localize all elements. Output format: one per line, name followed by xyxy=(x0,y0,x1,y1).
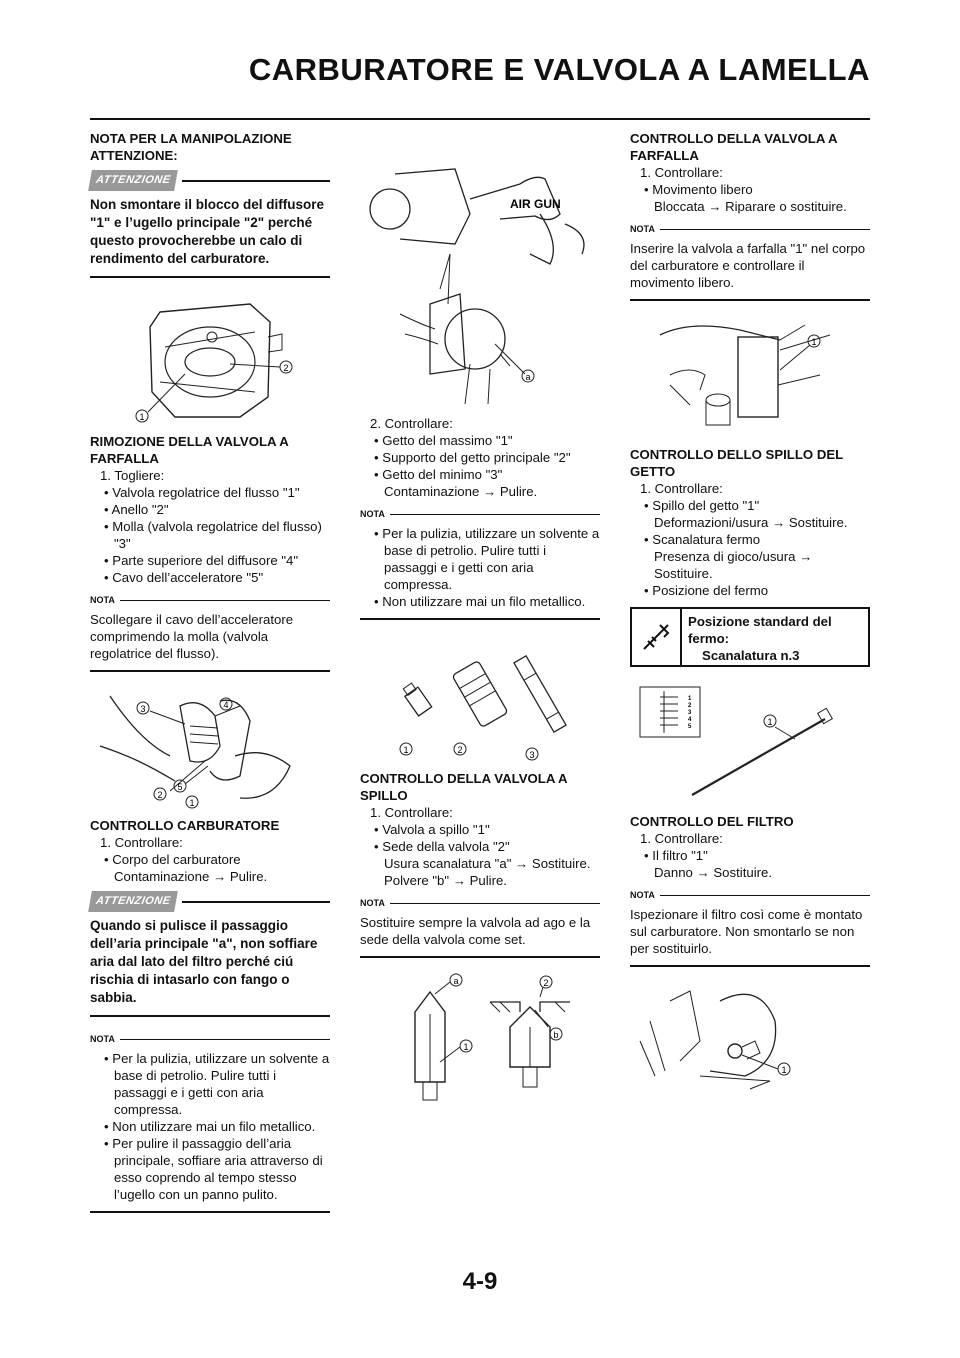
list-item: • Cavo dell’acceleratore "5" xyxy=(104,570,264,585)
callout-2: 2 xyxy=(543,978,549,988)
attenzione-text: Quando si pulisce il passaggio dell’aria principale "a", non soffiare aria dal lato del filtro perché ciú rischia di intasarlo con fango o sabbia. xyxy=(90,918,318,1005)
nota-item: • Per pulire il passaggio dell’aria principale, soffiare aria attraverso di esso coprendo al tempo stesso l’ugello con un panno pulito. xyxy=(104,1136,323,1202)
nota-label: NOTA xyxy=(360,898,385,908)
list-item: • Posizione del fermo xyxy=(644,583,769,598)
list-item: • Valvola a spillo "1" xyxy=(374,822,490,837)
jets-figure xyxy=(360,634,600,764)
groove-number: 4 xyxy=(688,717,692,723)
attenzione-label: ATTENZIONE xyxy=(88,891,178,912)
list-item: • Spillo del getto "1" xyxy=(644,498,760,513)
list-item: • Getto del massimo "1" xyxy=(374,433,513,448)
callout-1: 1 xyxy=(139,412,145,422)
section-heading: CONTROLLO DEL FILTRO xyxy=(630,814,794,829)
nota-box xyxy=(90,592,330,672)
list-item: • Scanalatura fermo xyxy=(644,532,761,547)
list-item: • Molla (valvola regolatrice del flusso) "3" xyxy=(104,519,322,551)
page-number: 4-9 xyxy=(462,1268,498,1295)
step-text: 2. Controllare: xyxy=(370,416,453,431)
callout-a: a xyxy=(453,976,459,986)
header-rule xyxy=(90,118,870,120)
callout-1: 1 xyxy=(189,798,195,808)
nota-label: NOTA xyxy=(630,224,655,234)
nota-label: NOTA xyxy=(630,890,655,900)
throttle-removal-figure xyxy=(90,686,330,811)
needle-valve-figure xyxy=(360,972,600,1112)
step-text: 1. Controllare: xyxy=(640,831,723,846)
step-text: 1. Controllare: xyxy=(100,835,183,850)
list-item: • Anello "2" xyxy=(104,502,169,517)
groove-number: 5 xyxy=(688,724,692,730)
nota-item: • Non utilizzare mai un filo metallico. xyxy=(104,1119,316,1134)
nota-label: NOTA xyxy=(90,595,115,605)
attenzione-box xyxy=(90,891,330,1017)
attenzione-box xyxy=(90,170,330,278)
nota-text: Scollegare il cavo dell’acceleratore comprimendo la molla (valvola regolatrice del flusso). xyxy=(90,612,294,661)
diffuser-figure xyxy=(90,292,330,427)
sub-item: Contaminazione → Pulire. xyxy=(384,484,538,499)
callout-4: 4 xyxy=(223,700,229,710)
step-text: 1. Togliere: xyxy=(100,468,165,483)
callout-2: 2 xyxy=(457,745,463,755)
callout-1: 1 xyxy=(767,717,773,727)
callout-1: 1 xyxy=(403,745,409,755)
nota-box xyxy=(360,895,600,958)
nota-box xyxy=(630,887,870,967)
step-text: 1. Controllare: xyxy=(640,481,723,496)
list-item: • Movimento libero xyxy=(644,182,753,197)
list-item: • Getto del minimo "3" xyxy=(374,467,503,482)
callout-1: 1 xyxy=(781,1065,787,1075)
spec-box xyxy=(630,607,870,667)
nota-box xyxy=(360,506,600,620)
step-text: 1. Controllare: xyxy=(370,805,453,820)
callout-a: a xyxy=(525,372,531,382)
list-item: • Parte superiore del diffusore "4" xyxy=(104,553,299,568)
throttle-valve-figure xyxy=(630,315,870,440)
nota-text: Inserire la valvola a farfalla "1" nel corpo del carburatore e controllare il movimento libero. xyxy=(630,241,866,290)
sub-item: Polvere "b" → Pulire. xyxy=(384,873,507,888)
nota-item: • Per la pulizia, utilizzare un solvente a base di petrolio. Pulire tutti i passaggi e i getti con aria compressa. xyxy=(374,526,600,592)
callout-b: b xyxy=(553,1030,559,1040)
callout-2: 2 xyxy=(283,363,289,373)
list-item: • Supporto del getto principale "2" xyxy=(374,450,571,465)
caliper-icon xyxy=(632,609,682,665)
nota-label: NOTA xyxy=(90,1034,115,1044)
filter-figure xyxy=(630,981,870,1091)
callout-1: 1 xyxy=(463,1042,469,1052)
airgun-label: AIR GUN xyxy=(510,197,561,211)
jet-needle-figure xyxy=(630,677,870,807)
section-heading: CONTROLLO CARBURATORE xyxy=(90,818,280,833)
sub-item: Bloccata → Riparare o sostituire. xyxy=(654,199,847,214)
groove-number: 2 xyxy=(688,703,692,709)
section-heading: CONTROLLO DELLA VALVOLA A SPILLO xyxy=(360,771,568,803)
sub-item: Deformazioni/usura → Sostituire. xyxy=(654,515,848,530)
nota-box xyxy=(90,1031,330,1213)
callout-2: 2 xyxy=(157,790,163,800)
list-item: • Il filtro "1" xyxy=(644,848,708,863)
sub-item: Danno → Sostituire. xyxy=(654,865,773,880)
spec-value: Scanalatura n.3 xyxy=(702,648,800,663)
list-item: • Valvola regolatrice del flusso "1" xyxy=(104,485,300,500)
column-right xyxy=(630,130,870,1097)
nota-box xyxy=(630,221,870,301)
airgun-figure xyxy=(360,154,600,409)
list-item: • Corpo del carburatore xyxy=(104,852,241,867)
section-heading: CONTROLLO DELLO SPILLO DEL GETTO xyxy=(630,447,843,479)
nota-item: • Per la pulizia, utilizzare un solvente a base di petrolio. Pulire tutti i passaggi e i getti con aria compressa. xyxy=(104,1051,330,1117)
page-title: CARBURATORE E VALVOLA A LAMELLA xyxy=(248,52,870,87)
groove-number: 1 xyxy=(688,696,692,702)
callout-1: 1 xyxy=(811,337,817,347)
column-middle xyxy=(360,150,600,1118)
column-left xyxy=(90,130,330,1227)
sub-item: Usura scanalatura "a" → Sostituire. xyxy=(384,856,591,871)
nota-label: NOTA xyxy=(360,509,385,519)
callout-3: 3 xyxy=(529,750,535,760)
callout-5: 5 xyxy=(177,782,183,792)
sub-item: Contaminazione → Pulire. xyxy=(114,869,268,884)
nota-text: Sostituire sempre la valvola ad ago e la sede della valvola come set. xyxy=(360,915,591,947)
sub-item: Presenza di gioco/usura → Sostituire. xyxy=(654,549,813,581)
attenzione-label: ATTENZIONE xyxy=(88,170,178,191)
nota-item: • Non utilizzare mai un filo metallico. xyxy=(374,594,586,609)
step-text: 1. Controllare: xyxy=(640,165,723,180)
nota-text: Ispezionare il filtro così come è montato sul carburatore. Non smontarlo se non per sostituirlo. xyxy=(630,907,863,956)
section-heading: NOTA PER LA MANIPOLAZIONE ATTENZIONE: xyxy=(90,131,292,163)
section-heading: CONTROLLO DELLA VALVOLA A FARFALLA xyxy=(630,131,838,163)
attenzione-text: Non smontare il blocco del diffusore "1" e l’ugello principale "2" perché questo provocherebbe un calo di rendimento del carburatore. xyxy=(90,197,325,266)
callout-3: 3 xyxy=(140,704,146,714)
section-heading: RIMOZIONE DELLA VALVOLA A FARFALLA xyxy=(90,434,289,466)
groove-number: 3 xyxy=(688,710,692,716)
list-item: • Sede della valvola "2" xyxy=(374,839,510,854)
spec-title: Posizione standard del fermo: xyxy=(688,614,832,646)
